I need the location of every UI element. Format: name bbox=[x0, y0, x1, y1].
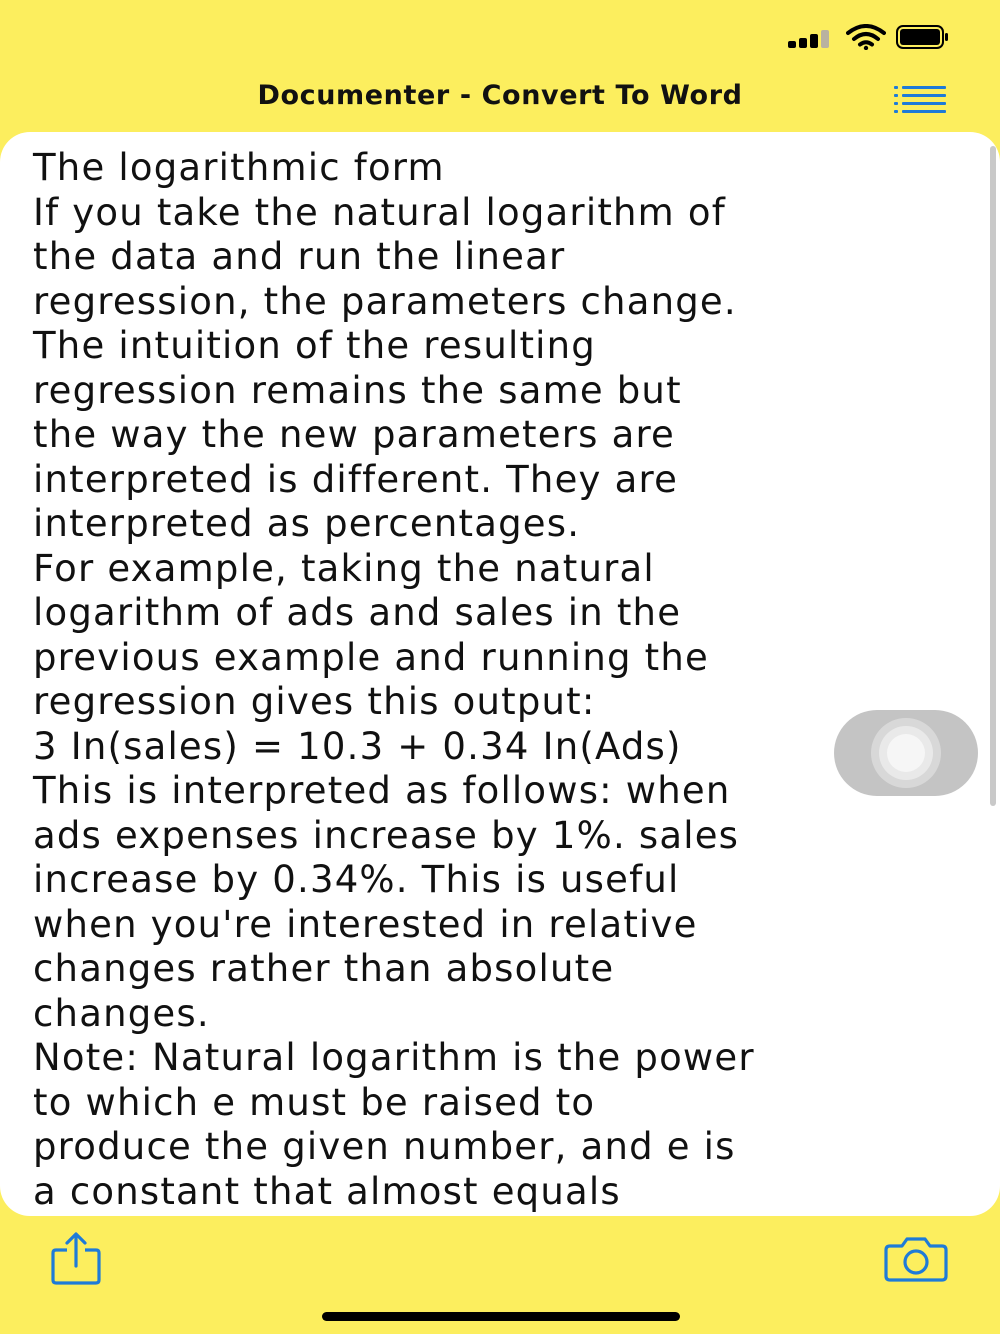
app-title: Documenter - Convert To Word bbox=[257, 80, 743, 111]
text-line: previous example and running the bbox=[33, 635, 709, 679]
cellular-signal-icon bbox=[788, 28, 834, 48]
text-line: The logarithmic form bbox=[33, 146, 445, 189]
text-line: when you're interested in relative bbox=[33, 902, 698, 946]
text-line: the way the new parameters are bbox=[33, 413, 676, 456]
document-text[interactable] bbox=[33, 146, 973, 1214]
list-menu-icon[interactable] bbox=[892, 84, 948, 116]
wifi-icon bbox=[846, 24, 886, 50]
text-line: Note: Natural logarithm is the power bbox=[33, 1036, 755, 1079]
vertical-scrollbar[interactable] bbox=[990, 146, 996, 806]
text-line: interpreted as percentages. bbox=[33, 502, 581, 545]
text-line: interpreted is different. They are bbox=[33, 457, 679, 501]
text-line: produce the given number, and e is bbox=[33, 1125, 736, 1168]
navigation-bar bbox=[0, 70, 1000, 132]
text-line: 3 In(sales) = 10.3 + 0.34 In(Ads) bbox=[33, 724, 682, 768]
assistive-touch-button[interactable] bbox=[834, 710, 978, 796]
text-line: For example, taking the natural bbox=[33, 546, 655, 590]
text-line: changes rather than absolute bbox=[33, 947, 615, 990]
text-line: logarithm of ads and sales in the bbox=[33, 591, 682, 634]
camera-icon[interactable] bbox=[884, 1236, 948, 1282]
status-bar bbox=[0, 0, 1000, 70]
text-line: changes. bbox=[33, 991, 210, 1035]
document-text-view[interactable] bbox=[0, 132, 1000, 1216]
bottom-toolbar bbox=[0, 1216, 1000, 1334]
text-line: increase by 0.34%. This is useful bbox=[33, 858, 680, 901]
assistive-touch-ring bbox=[887, 734, 925, 772]
text-line: a constant that almost equals bbox=[33, 1169, 621, 1213]
home-indicator bbox=[322, 1312, 680, 1321]
text-line: If you take the natural logarithm of bbox=[33, 190, 726, 234]
battery-icon bbox=[896, 25, 950, 49]
text-line: the data and run the linear bbox=[33, 235, 566, 278]
text-line: regression, the parameters change. bbox=[33, 279, 737, 323]
text-line: ads expenses increase by 1%. sales bbox=[33, 813, 740, 857]
text-line: regression remains the same but bbox=[33, 368, 682, 412]
text-line: The intuition of the resulting bbox=[33, 324, 596, 367]
text-line: to which e must be raised to bbox=[33, 1080, 596, 1124]
text-line: This is interpreted as follows: when bbox=[33, 769, 731, 812]
text-line: regression gives this output: bbox=[33, 680, 596, 723]
share-icon[interactable] bbox=[50, 1230, 102, 1286]
